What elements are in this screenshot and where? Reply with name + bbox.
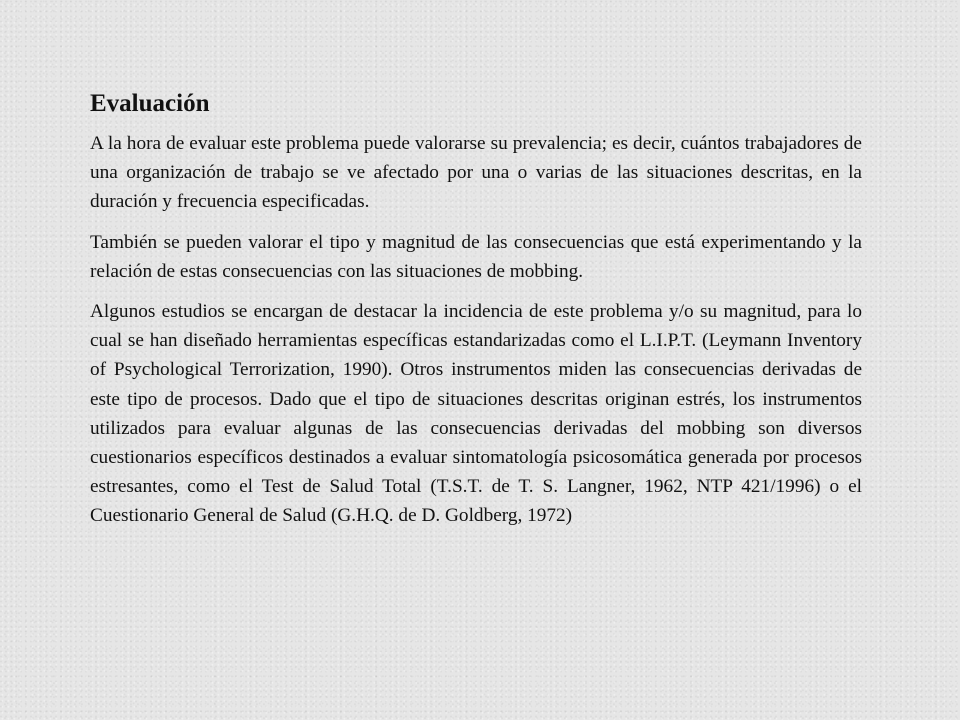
paragraph-instruments: Algunos estudios se encargan de destacar la incidencia de este problema y/o su magnitud, para lo cual se han diseñado herramientas específicas estandarizadas como el L.I.P.T. (Leymann Inventory of Psychological Terrorization, 1990). Otros instrumentos miden las consecuencias derivadas de este tipo de procesos. Dado que el tipo de situaciones descritas originan estrés, los instrumentos utilizados para evaluar algunas de las consecuencias derivadas del mobbing son diversos cuestionarios específicos destinados a evaluar sintomatología psicosomática generada por procesos estresantes, como el Test de Salud Total (T.S.T. de T. S. Langner, 1962, NTP 421/1996) o el Cuestionario General de Salud (G.H.Q. de D. Goldberg, 1972) <box>90 301 862 527</box>
paragraph-prevalence: A la hora de evaluar este problema puede valorarse su prevalencia; es decir, cuántos trabajadores de una organización de trabajo se ve afectado por una o varias de las situaciones descritas, en la duración y frecuencia especificadas. <box>90 133 862 213</box>
slide-content <box>90 88 862 542</box>
paragraph-consequences: También se pueden valorar el tipo y magnitud de las consecuencias que está experimentando y la relación de estas consecuencias con las situaciones de mobbing. <box>90 231 862 282</box>
slide-title: Evaluación <box>90 90 210 117</box>
